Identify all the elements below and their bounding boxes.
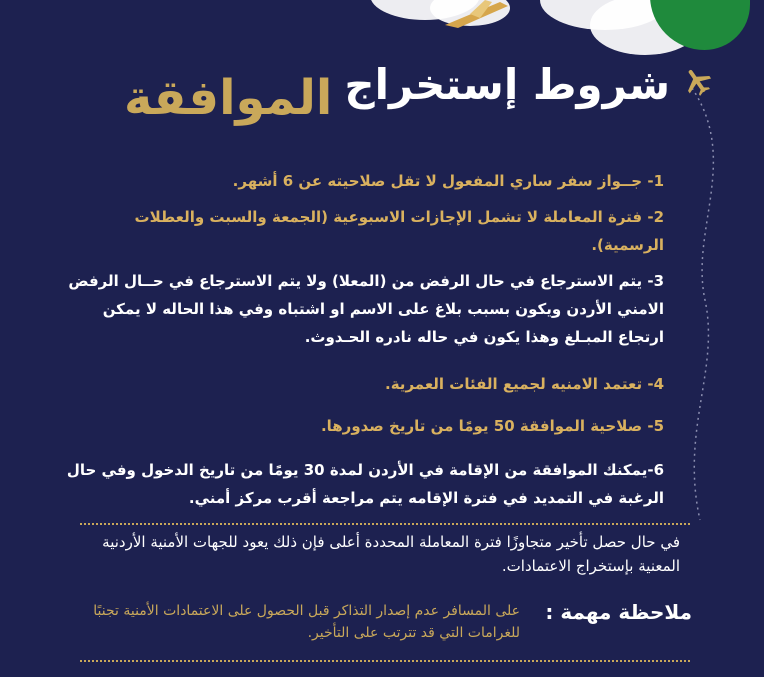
condition-item: 3- يتم الاسترجاع في حال الرفض من (المعلا) ولا يتم الاسترجاع في حــال الرفض الامني الأردن ويكون بسبب بلاغ على الاسم او اشتباه وفي هذا الحاله لا يمكن ارتجاع المبـلغ وهذا يكون في حاله نادره الحـدوث. <box>68 272 664 346</box>
condition-item: 6-يمكنك الموافقة من الإقامة في الأردن لمدة 30 يومًا من تاريخ الدخول وفي حال الرغبة في التمديد في فترة الإقامه يتم مراجعة أقرب مركز أمني. <box>66 461 664 507</box>
condition-item: 5- صلاحية الموافقة 50 يومًا من تاريخ صدورها. <box>320 417 664 435</box>
title-accent: الموافقة <box>124 70 333 126</box>
important-note-label: ملاحظة مهمة : <box>545 600 692 624</box>
dotted-divider <box>80 523 690 525</box>
delay-note: في حال حصل تأخير متجاوزًا فترة المعاملة المحددة أعلى فإن ذلك يعود للجهات الأمنية الأردنية المعنية بإستخراج الاعتمادات. <box>102 533 680 575</box>
title-main: شروط إستخراج <box>344 60 670 109</box>
condition-item: 2- فترة المعاملة لا تشمل الإجازات الاسبوعية (الجمعة والسبت والعطلات الرسمية). <box>134 208 664 254</box>
condition-item: 1- جــواز سفر ساري المفعول لا تقل صلاحيته عن 6 أشهر. <box>232 172 664 190</box>
page-title <box>110 58 670 138</box>
important-note-text: على المسافر عدم إصدار التذاكر قبل الحصول على الاعتمادات الأمنية تجنبًا للغرامات التي قد تترتب على التأخير. <box>93 603 520 641</box>
condition-item: 4- تعتمد الامنيه لجميع الفئات العمرية. <box>385 375 664 393</box>
airplane-icon <box>682 66 712 96</box>
dotted-divider <box>80 660 690 662</box>
